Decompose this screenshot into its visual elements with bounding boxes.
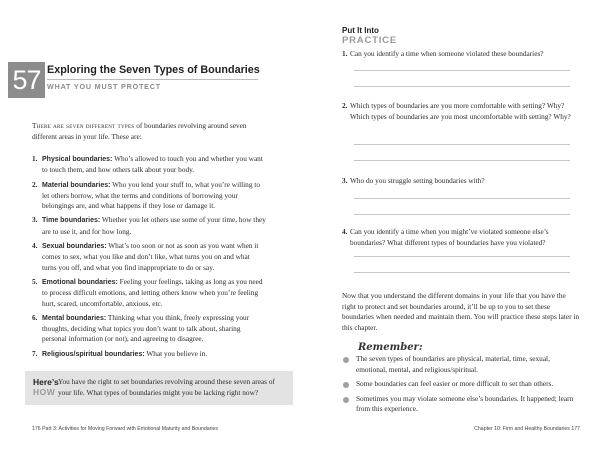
item-number: 2. (32, 179, 38, 189)
list-item (32, 349, 266, 360)
item-desc: Thinking what you think, freely expressing your thoughts, deciding what topics you don’t want to talk about, sharing personal information (or not), and agreeing to disagree. (42, 312, 250, 344)
list-item (32, 277, 266, 309)
question-number: 1. (342, 49, 348, 58)
remember-list (342, 354, 578, 419)
item-desc: Who you lend your stuff to, what you’re willing to let others borrow, what the terms and conditions of borrowing your belongings are, and what happens if they lose or damage it. (42, 179, 260, 211)
question-number: 3. (342, 176, 348, 185)
list-item (32, 241, 266, 273)
list-item (32, 215, 266, 237)
right-page (300, 0, 600, 450)
bullet-icon (343, 357, 349, 363)
item-desc: Feeling your feelings, taking as long as you need to process difficult emotions, and letting others know when you’re feeling hurt, scared, uncomfortable, anxious, etc. (42, 276, 263, 308)
item-term: Sexual boundaries: (42, 243, 107, 251)
answer-line[interactable] (354, 70, 570, 71)
question-number: 2. (342, 101, 348, 110)
question-4 (342, 227, 574, 248)
item-term: Time boundaries: (42, 217, 101, 225)
heres-label: Here’s (33, 377, 59, 387)
item-number: 4. (32, 241, 38, 251)
answer-line[interactable] (354, 256, 570, 257)
item-number: 5. (32, 276, 38, 286)
item-number: 6. (32, 312, 38, 322)
bullet-text: Sometimes you may violate someone else’s boundaries. It happened; learn from this experience. (356, 393, 574, 413)
item-desc: What you believe in. (144, 348, 208, 358)
summary-paragraph: Now that you understand the different domains in your life that you have the right to protect and set boundaries around, it’ll be up to you to set these boundaries when needed and maintain them. You will practice these steps later in this chapter. (342, 291, 580, 332)
practice-label: PRACTICE (342, 35, 397, 46)
bullet-icon (343, 397, 349, 403)
answer-line[interactable] (354, 144, 570, 145)
how-label: HOW (33, 387, 56, 397)
item-term: Religious/spiritual boundaries: (42, 350, 145, 358)
list-item (32, 154, 266, 176)
bullet-icon (343, 382, 349, 388)
question-text: Can you identify a time when someone violated these boundaries? (350, 49, 544, 58)
put-it-into-label: Put It Into (342, 26, 379, 35)
item-term: Mental boundaries: (42, 314, 107, 322)
intro-lead: There are seven different types (32, 121, 135, 130)
title-divider (47, 79, 258, 80)
question-1 (342, 49, 574, 60)
list-item (32, 180, 266, 212)
list-item (342, 354, 578, 375)
intro-paragraph (32, 121, 264, 142)
list-item (32, 313, 266, 345)
question-text: Who do you struggle setting boundaries with? (350, 176, 485, 185)
activity-subtitle: WHAT YOU MUST PROTECT (47, 82, 161, 91)
list-item (342, 394, 578, 415)
heres-how-text: You have the right to set boundaries revolving around these seven areas of your life. What types of boundaries might you be lacking right now? (58, 377, 275, 397)
remember-heading: Remember: (358, 342, 423, 353)
item-desc: Who’s allowed to touch you and whether you want to touch them, and how others talk about your body. (42, 154, 263, 175)
question-text: Which types of boundaries are you more comfortable with setting? Why? Which types of boundaries are you most uncomfortable with setting? Why? (350, 101, 571, 121)
question-2 (342, 101, 574, 122)
item-number: 3. (32, 215, 38, 225)
right-footer: Chapter 10: Firm and Healthy Boundaries 177 (474, 426, 580, 432)
answer-line[interactable] (354, 86, 570, 87)
question-text: Can you identify a time when you might’ve violated someone else’s boundaries? What different types of boundaries have you violated? (350, 227, 549, 247)
question-number: 4. (342, 227, 348, 236)
answer-line[interactable] (354, 214, 570, 215)
intro-rest: of boundaries revolving around seven different areas in your life. These are: (32, 121, 247, 141)
item-term: Emotional boundaries: (42, 278, 118, 286)
item-desc: Whether you let others use some of your time, how they are to use it, and for how long. (42, 215, 266, 236)
activity-number: 57 (8, 62, 45, 98)
bullet-text: Some boundaries can feel easier or more difficult to set than others. (356, 379, 554, 388)
item-term: Material boundaries: (42, 181, 111, 189)
list-item (342, 379, 578, 390)
item-desc: What’s too soon or not as soon as you want when it comes to sex, what you like and don’t like, what turns you on and what turns you off, and what you find inappropriate to do or say. (42, 241, 259, 272)
bullet-text: The seven types of boundaries are physical, material, time, sexual, emotional, mental, and religious/spiritual. (356, 354, 550, 374)
answer-line[interactable] (354, 160, 570, 161)
item-term: Physical boundaries: (42, 156, 113, 163)
answer-line[interactable] (354, 272, 570, 273)
question-3 (342, 176, 574, 187)
activity-title: Exploring the Seven Types of Boundaries (47, 64, 260, 76)
boundary-types-list (32, 154, 266, 360)
item-number: 1. (32, 154, 38, 163)
item-number: 7. (32, 348, 38, 358)
left-footer: 176 Part 3: Activities for Moving Forward with Emotional Maturity and Boundaries (32, 426, 218, 432)
heres-how-box (25, 371, 293, 405)
answer-line[interactable] (354, 198, 570, 199)
